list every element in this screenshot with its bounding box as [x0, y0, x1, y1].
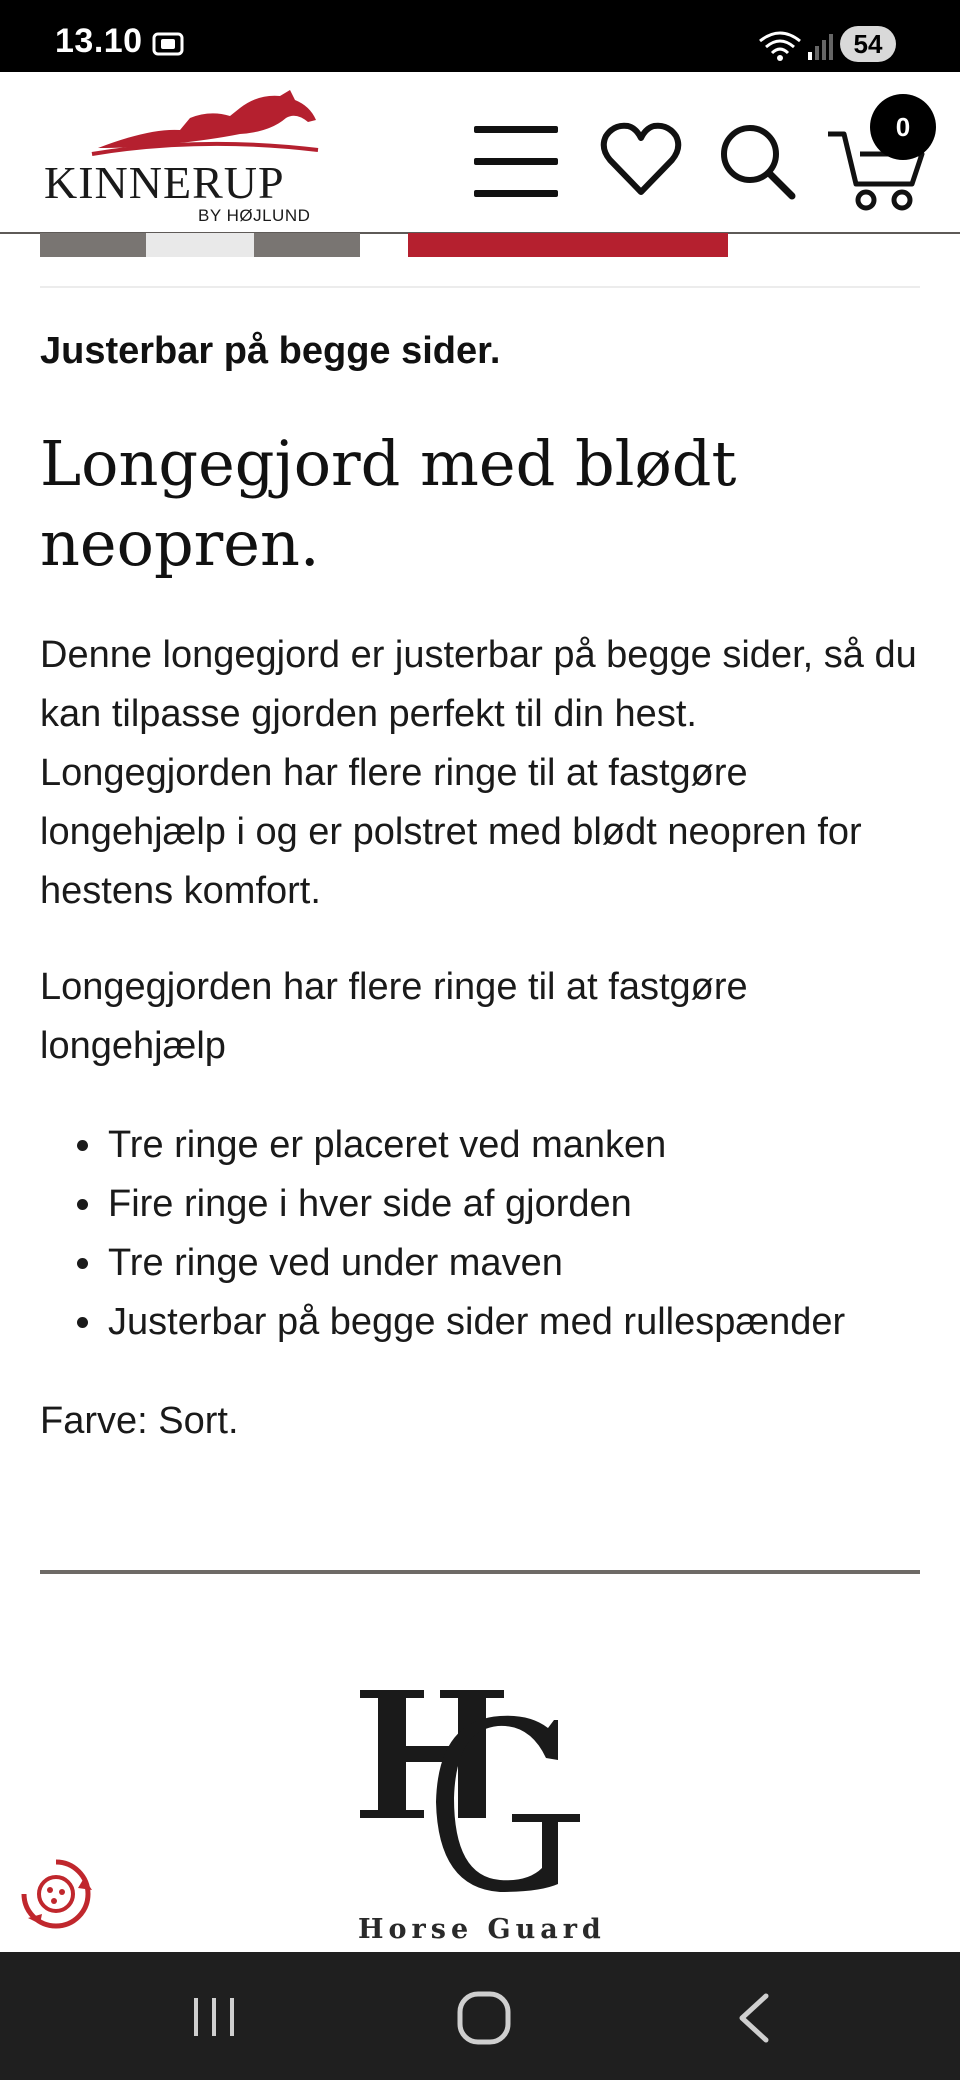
color-info: Farve: Sort.: [40, 1400, 239, 1442]
color-swatch[interactable]: [146, 233, 254, 257]
horse-guard-logo[interactable]: [350, 1680, 620, 1950]
screen-record-icon: [152, 30, 184, 58]
cookie-settings-icon[interactable]: [18, 1856, 94, 1932]
system-nav-bar: [0, 1952, 960, 2080]
rings-intro: Longegjorden har flere ringe til at fastgøre longehjælp: [40, 966, 748, 1067]
list-item: • Tre ringe ved under maven: [106, 1234, 960, 1293]
divider: [40, 1570, 920, 1574]
product-description: Denne longegjord er justerbar på begge sider, så du kan tilpasse gjorden perfekt til din hest. Longegjorden har flere ringe til at fastgøre longehjælp i og er polstret med blødt neopren for hestens komfort.: [40, 634, 917, 912]
horse-logo-icon: [90, 88, 320, 158]
wifi-icon: [757, 27, 803, 61]
list-item: • Justerbar på begge sider med rullespænder: [106, 1293, 960, 1352]
color-swatch[interactable]: [254, 233, 360, 257]
status-time: 13.10: [55, 22, 143, 60]
home-icon[interactable]: [456, 1990, 512, 2046]
site-logo[interactable]: [40, 88, 330, 225]
menu-icon-line: [474, 190, 558, 197]
brand-name: Horse Guard: [358, 1914, 606, 1945]
logo-wordmark: KINNERUP: [44, 157, 285, 208]
list-item: • Fire ringe i hver side af gjorden: [106, 1175, 960, 1234]
search-button[interactable]: [716, 120, 798, 202]
menu-button[interactable]: [470, 122, 562, 202]
divider: [40, 286, 920, 288]
heart-icon: [600, 120, 682, 200]
site-header: [0, 72, 960, 234]
status-bar: [0, 0, 960, 72]
wishlist-button[interactable]: [600, 120, 682, 200]
product-subtitle: Justerbar på begge sider.: [40, 330, 501, 372]
cart-count-badge: 0: [870, 94, 936, 160]
color-swatch[interactable]: [40, 233, 146, 257]
signal-icon: [806, 32, 836, 60]
menu-icon-line: [474, 126, 558, 133]
back-icon[interactable]: [734, 1992, 774, 2044]
color-swatch-selected[interactable]: [408, 233, 728, 257]
battery-indicator: 54: [840, 26, 896, 62]
search-icon: [716, 120, 798, 202]
product-title: Longegjord med blødt neopren.: [40, 427, 737, 580]
list-item: • Tre ringe er placeret ved manken: [106, 1116, 960, 1175]
recent-apps-icon[interactable]: [190, 1996, 240, 2038]
logo-subtitle: BY HØJLUND: [198, 206, 311, 225]
menu-icon-line: [474, 158, 558, 165]
feature-list: [66, 1116, 960, 1352]
